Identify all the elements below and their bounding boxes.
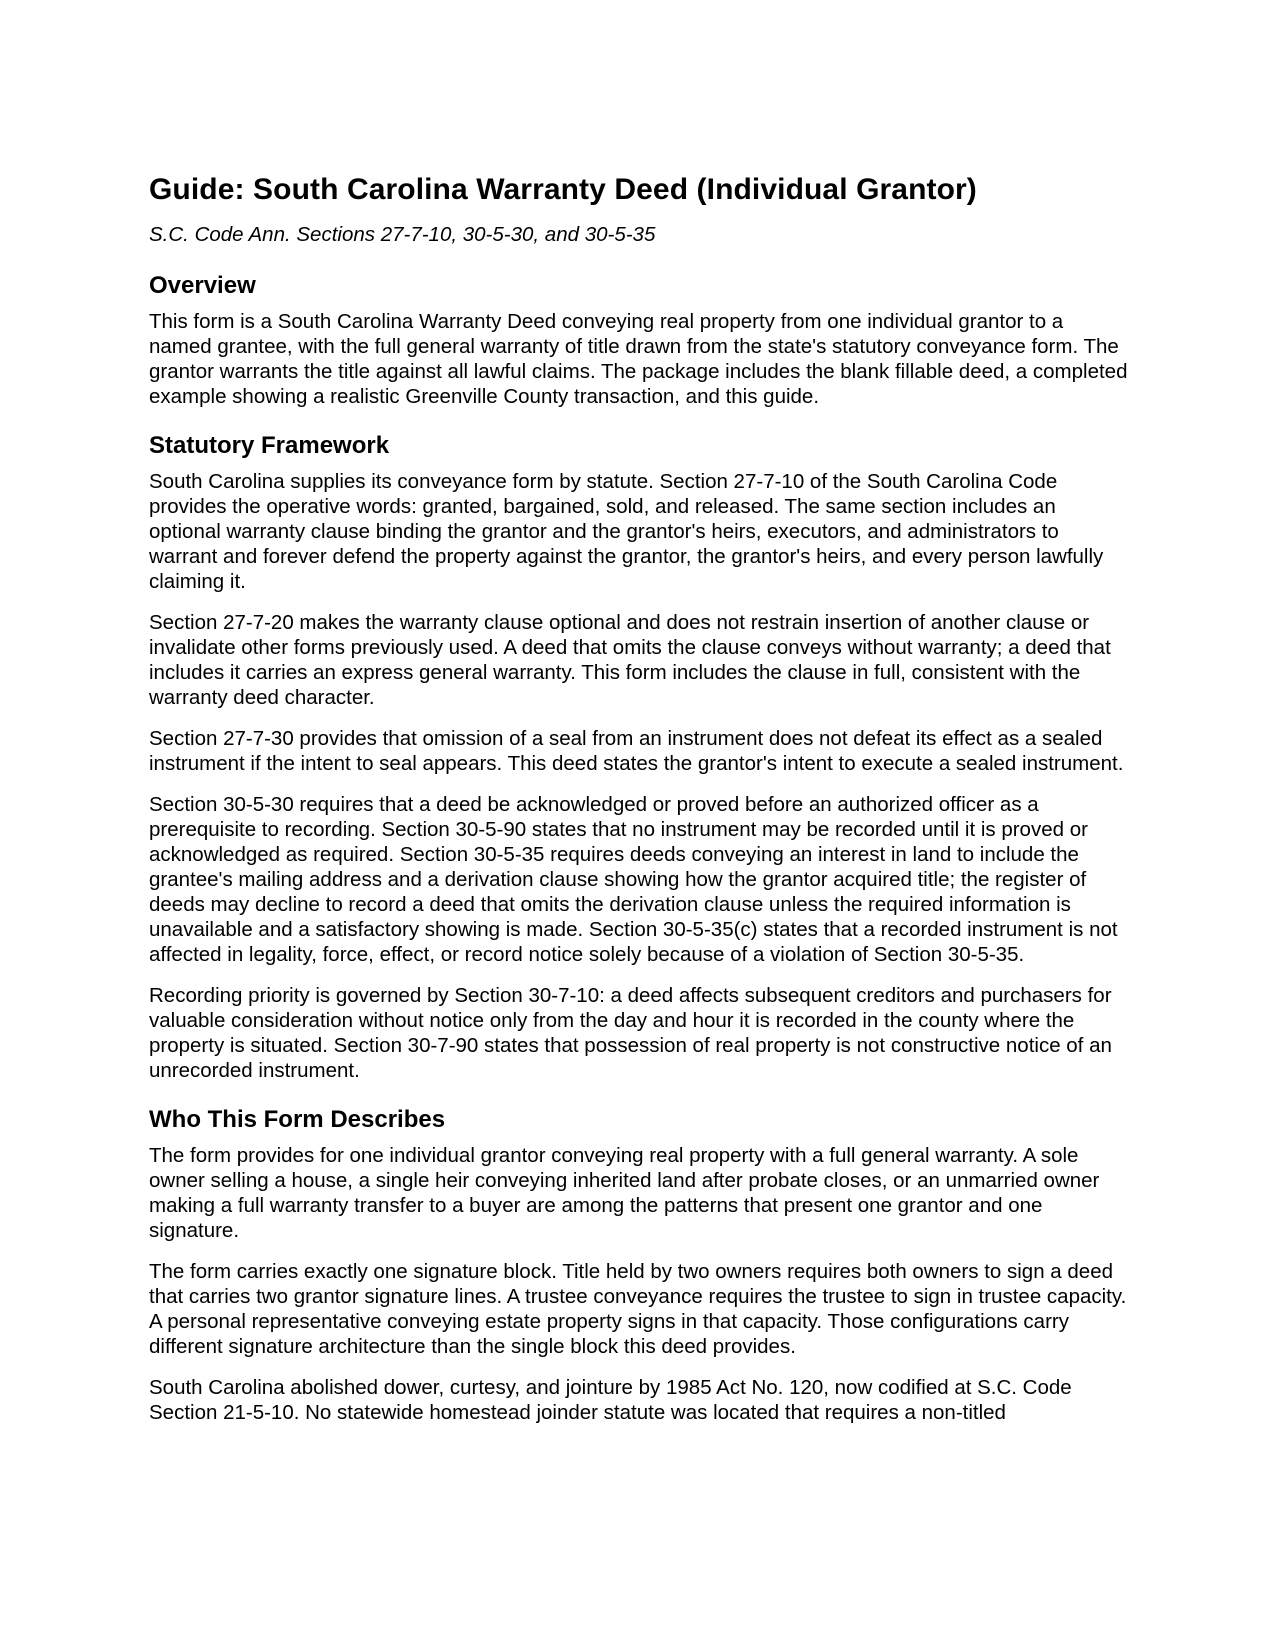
section-statutory-framework — [149, 431, 1129, 1083]
paragraph: Section 27-7-30 provides that omission of a seal from an instrument does not defeat its effect as a sealed instrument if the intent to seal appears. This deed states the grantor's intent to execute a sealed instrument. — [149, 727, 1124, 775]
paragraph: South Carolina supplies its conveyance form by statute. Section 27-7-10 of the South Carolina Code provides the operative words: granted, bargained, sold, and released. The same section includes an optional warranty clause binding the grantor and the grantor's heirs, executors, and administrators to warrant and forever defend the property against the grantor, the grantor's heirs, and every person lawfully claiming it. — [149, 470, 1104, 593]
statute-citation: S.C. Code Ann. Sections 27-7-10, 30-5-30, and 30-5-35 — [149, 223, 656, 246]
paragraph: Section 27-7-20 makes the warranty clause optional and does not restrain insertion of another clause or invalidate other forms previously used. A deed that omits the clause conveys without warranty; a deed that includes it carries an express general warranty. This form includes the clause in full, consistent with the warranty deed character. — [149, 611, 1111, 709]
paragraph: Section 30-5-30 requires that a deed be acknowledged or proved before an authorized officer as a prerequisite to recording. Section 30-5-90 states that no instrument may be recorded until it is proved or acknowledged as required. Section 30-5-35 requires deeds conveying an interest in land to include the grantee's mailing address and a derivation clause showing how the grantor acquired title; the register of deeds may decline to record a deed that omits the derivation clause unless the required information is unavailable and a satisfactory showing is made. Section 30-5-35(c) states that a recorded instrument is not affected in legality, force, effect, or record notice solely because of a violation of Section 30-5-35. — [149, 793, 1118, 966]
paragraph: Recording priority is governed by Section 30-7-10: a deed affects subsequent creditors and purchasers for valuable consideration without notice only from the day and hour it is recorded in the county where the property is situated. Section 30-7-90 states that possession of real property is not constructive notice of an unrecorded instrument. — [149, 984, 1112, 1082]
document-title: Guide: South Carolina Warranty Deed (Individual Grantor) — [149, 173, 977, 206]
section-who-this-form-describes — [149, 1105, 1129, 1425]
section-heading: Who This Form Describes — [149, 1106, 446, 1133]
paragraph: The form provides for one individual grantor conveying real property with a full general warranty. A sole owner selling a house, a single heir conveying inherited land after probate closes, or an unmarried owner making a full warranty transfer to a buyer are among the patterns that present one grantor and one signature. — [149, 1144, 1100, 1242]
paragraph: This form is a South Carolina Warranty Deed conveying real property from one individual grantor to a named grantee, with the full general warranty of title drawn from the state's statutory conveyance form. The grantor warrants the title against all lawful claims. The package includes the blank fillable deed, a completed example showing a realistic Greenville County transaction, and this guide. — [149, 310, 1128, 408]
paragraph: South Carolina abolished dower, curtesy, and jointure by 1985 Act No. 120, now codified at S.C. Code Section 21-5-10. No statewide homestead joinder statute was located that requires a non-titled — [149, 1376, 1072, 1424]
section-overview — [149, 271, 1129, 409]
document-page — [149, 170, 1129, 1425]
section-heading: Overview — [149, 272, 256, 299]
section-heading: Statutory Framework — [149, 432, 390, 459]
paragraph: The form carries exactly one signature block. Title held by two owners requires both owners to sign a deed that carries two grantor signature lines. A trustee conveyance requires the trustee to sign in trustee capacity. A personal representative conveying estate property signs in that capacity. Those configurations carry different signature architecture than the single block this deed provides. — [149, 1260, 1127, 1358]
